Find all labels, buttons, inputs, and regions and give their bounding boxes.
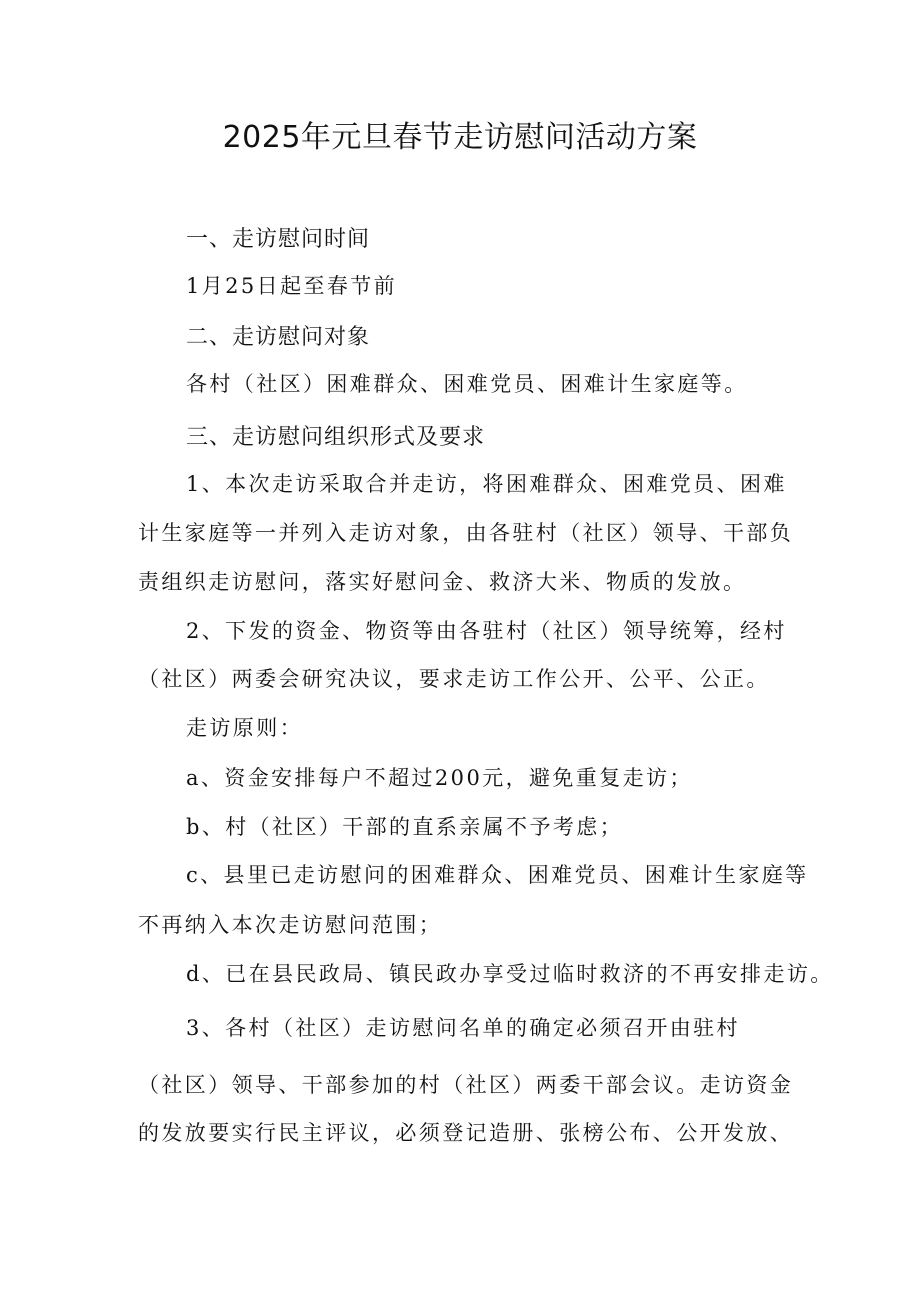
item3-line: （社区）领导、干部参加的村（社区）两委干部会议。走访资金 [138,1073,794,1097]
item1-line: 计生家庭等一并列入走访对象，由各驻村（社区）领导、干部负 [138,521,794,545]
principle-a: a、资金安排每户不超过200元，避免重复走访； [186,766,693,790]
item3-line: 3、各村（社区）走访慰问名单的确定必须召开由驻村 [186,1016,740,1040]
item2-line: 2、下发的资金、物资等由各驻村（社区）领导统筹，经村 [186,619,787,643]
principles-label: 走访原则： [186,716,303,740]
item2-line: （社区）两委会研究决议，要求走访工作公开、公平、公正。 [138,667,770,691]
section-heading-organization: 三、走访慰问组织形式及要求 [186,425,486,450]
principle-c-line: 不再纳入本次走访慰问范围； [138,913,443,937]
principle-b: b、村（社区）干部的直系亲属不予考虑； [186,815,624,839]
document-title: 2025年元旦春节走访慰问活动方案 [222,120,698,155]
item1-line: 责组织走访慰问，落实好慰问金、救济大米、物质的发放。 [138,570,747,594]
section-text-target: 各村（社区）困难群众、困难党员、困难计生家庭等。 [186,372,748,396]
item1-line: 1、本次走访采取合并走访，将困难群众、困难党员、困难 [186,472,787,496]
section-text-time: 1月25日起至春节前 [186,274,398,298]
principle-c-line: c、县里已走访慰问的困难群众、困难党员、困难计生家庭等 [186,863,809,887]
principle-d: d、已在县民政局、镇民政办享受过临时救济的不再安排走访。 [186,962,834,986]
section-heading-time: 一、走访慰问时间 [186,227,371,252]
item3-line: 的发放要实行民主评议，必须登记造册、张榜公布、公开发放、 [138,1121,794,1145]
section-heading-target: 二、走访慰问对象 [186,325,371,350]
